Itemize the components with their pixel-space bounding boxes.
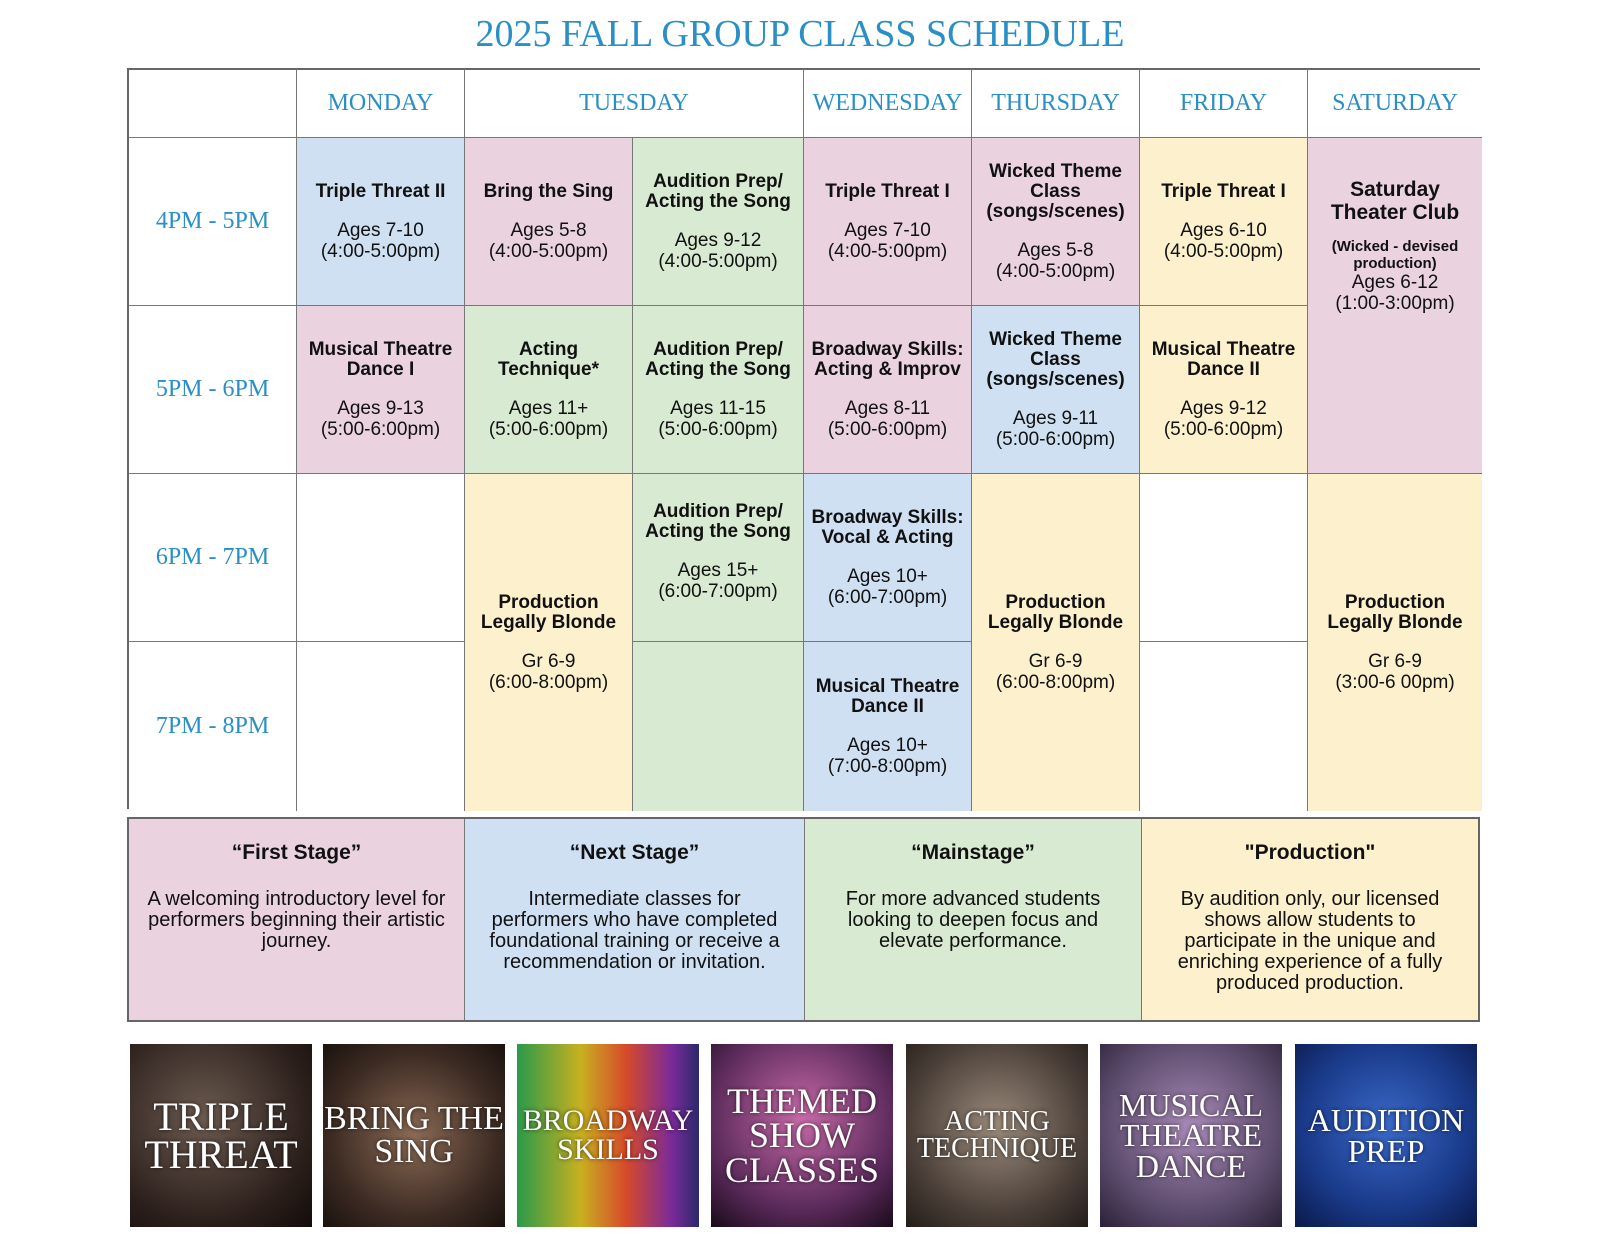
class-ages: Ages 5-8	[510, 219, 587, 241]
class-cell	[972, 138, 1140, 306]
class-name: Production Legally Blonde	[987, 591, 1124, 633]
class-time: (4:00-5:00pm)	[995, 260, 1116, 282]
class-ages: Ages 6-12	[1351, 272, 1439, 293]
class-cell	[804, 306, 972, 474]
day-header-tuesday: TUESDAY	[465, 70, 804, 138]
class-subtitle: (Wicked - devised production)	[1331, 238, 1459, 272]
class-name: Saturday Theater Club	[1330, 178, 1460, 224]
empty-cell	[297, 474, 465, 642]
class-name: Production Legally Blonde	[480, 591, 617, 633]
tile-musical-theatre-dance	[1100, 1044, 1282, 1227]
class-time: (4:00-5:00pm)	[827, 240, 948, 262]
class-photo-strip	[130, 1044, 1480, 1227]
class-time: (6:00-7:00pm)	[827, 586, 948, 608]
tile-label: MUSICAL THEATRE DANCE	[1118, 1086, 1263, 1184]
tile-label: BRING THE SING	[324, 1100, 504, 1170]
legend-text: For more advanced students looking to deepen focus and elevate performance.	[845, 888, 1101, 952]
class-ages: Ages 9-12	[1180, 397, 1267, 419]
empty-cell	[1140, 642, 1308, 811]
class-time: (4:00-5:00pm)	[488, 240, 609, 262]
class-name: Triple Threat I	[825, 180, 950, 202]
class-time: (6:00-8:00pm)	[995, 671, 1116, 693]
class-ages: Ages 5-8	[1017, 239, 1094, 261]
class-name: Musical Theatre Dance I	[308, 338, 453, 380]
class-ages: Ages 10+	[847, 734, 928, 756]
class-time: (7:00-8:00pm)	[827, 755, 948, 777]
schedule-table	[127, 68, 1480, 809]
day-header-saturday: SATURDAY	[1308, 70, 1482, 138]
class-name: Broadway Skills: Vocal & Acting	[811, 506, 964, 548]
class-name: Audition Prep/ Acting the Song	[645, 501, 791, 542]
tile-themed-show-classes	[711, 1044, 893, 1227]
class-cell	[297, 138, 465, 306]
class-time: (5:00-6:00pm)	[995, 428, 1116, 450]
legend-first-stage	[129, 819, 465, 1020]
legend-next-stage	[465, 819, 805, 1020]
class-time: (4:00-5:00pm)	[320, 240, 441, 262]
class-name: Production Legally Blonde	[1327, 591, 1463, 633]
day-header-friday: FRIDAY	[1140, 70, 1308, 138]
empty-cell	[297, 642, 465, 811]
class-ages: Ages 15+	[677, 560, 759, 581]
class-ages: Ages 9-13	[337, 397, 424, 419]
tile-label: TRIPLE THREAT	[144, 1093, 298, 1177]
class-ages: Gr 6-9	[1368, 650, 1422, 672]
legend-text: A welcoming introductory level for performers beginning their artistic journey.	[147, 888, 446, 952]
class-cell	[465, 306, 633, 474]
class-cell	[804, 138, 972, 306]
class-cell	[1308, 474, 1482, 811]
legend-title: “First Stage”	[231, 841, 362, 864]
corner-cell	[129, 70, 297, 138]
page-title: 2025 FALL GROUP CLASS SCHEDULE	[475, 13, 1125, 55]
tile-broadway-skills	[517, 1044, 699, 1227]
class-name: Acting Technique*	[498, 338, 599, 380]
class-name: Audition Prep/ Acting the Song	[645, 170, 791, 212]
class-time: (5:00-6:00pm)	[658, 418, 778, 440]
time-label: 4PM - 5PM	[129, 138, 297, 306]
tile-label: THEMED SHOW CLASSES	[724, 1081, 880, 1190]
class-cell	[1308, 138, 1482, 474]
class-cell	[972, 474, 1140, 811]
legend-title: “Next Stage”	[569, 841, 700, 864]
class-cell	[297, 306, 465, 474]
class-name: Wicked Theme Class (songs/scenes)	[986, 328, 1125, 390]
day-header-monday: MONDAY	[297, 70, 465, 138]
level-legend	[127, 817, 1480, 1022]
class-time: (6:00-7:00pm)	[658, 581, 778, 602]
tile-bring-the-sing	[323, 1044, 505, 1227]
class-time: (1:00-3:00pm)	[1335, 293, 1455, 314]
time-label: 7PM - 8PM	[129, 642, 297, 811]
class-ages: Ages 7-10	[844, 219, 931, 241]
class-cell	[1140, 306, 1308, 474]
class-time: (5:00-6:00pm)	[488, 418, 609, 440]
class-time: (4:00-5:00pm)	[658, 250, 778, 272]
day-header-wednesday: WEDNESDAY	[804, 70, 972, 138]
class-time: (6:00-8:00pm)	[488, 671, 609, 693]
class-cell	[465, 138, 633, 306]
class-cell	[633, 306, 804, 474]
tile-triple-threat	[130, 1044, 312, 1227]
tile-label: AUDITION PREP	[1307, 1102, 1465, 1169]
legend-text: Intermediate classes for performers who have completed foundational training or receive a recommendation or invitation.	[489, 888, 780, 973]
class-time: (5:00-6:00pm)	[1163, 418, 1284, 440]
class-cell	[633, 474, 804, 642]
class-ages: Ages 11-15	[670, 397, 766, 419]
empty-cell	[1140, 474, 1308, 642]
class-ages: Ages 9-11	[1012, 407, 1099, 429]
time-label: 6PM - 7PM	[129, 474, 297, 642]
class-name: Triple Threat II	[315, 180, 446, 202]
class-name: Triple Threat I	[1161, 180, 1286, 202]
class-name: Musical Theatre Dance II	[1151, 338, 1296, 380]
class-name: Musical Theatre Dance II	[815, 675, 960, 717]
class-ages: Gr 6-9	[521, 650, 576, 672]
class-cell	[972, 306, 1140, 474]
class-ages: Ages 10+	[847, 565, 928, 587]
class-ages: Ages 9-12	[674, 229, 762, 251]
tile-audition-prep	[1295, 1044, 1477, 1227]
class-ages: Ages 7-10	[337, 219, 424, 241]
empty-cell	[633, 642, 804, 811]
class-name: Broadway Skills: Acting & Improv	[811, 338, 964, 380]
class-cell	[633, 138, 804, 306]
day-header-thursday: THURSDAY	[972, 70, 1140, 138]
class-ages: Gr 6-9	[1028, 650, 1083, 672]
class-cell	[465, 474, 633, 811]
class-ages: Ages 6-10	[1180, 219, 1267, 241]
tile-label: ACTING TECHNIQUE	[916, 1105, 1078, 1164]
class-ages: Ages 11+	[508, 397, 589, 419]
class-time: (4:00-5:00pm)	[1163, 240, 1284, 262]
class-cell	[1140, 138, 1308, 306]
class-time: (5:00-6:00pm)	[827, 418, 948, 440]
legend-title: “Mainstage”	[911, 841, 1035, 864]
class-name: Bring the Sing	[483, 180, 614, 202]
class-ages: Ages 8-11	[844, 397, 931, 419]
class-name: Wicked Theme Class (songs/scenes)	[986, 160, 1125, 222]
legend-text: By audition only, our licensed shows allow students to participate in the unique and enriching experience of a fully produced production.	[1177, 888, 1443, 994]
class-time: (3:00-6 00pm)	[1335, 671, 1455, 693]
legend-title: "Production"	[1244, 841, 1376, 864]
class-cell	[804, 642, 972, 811]
legend-mainstage	[805, 819, 1142, 1020]
tile-acting-technique	[906, 1044, 1088, 1227]
class-cell	[804, 474, 972, 642]
tile-label: BROADWAY SKILLS	[522, 1104, 694, 1166]
class-time: (5:00-6:00pm)	[320, 418, 441, 440]
legend-production	[1142, 819, 1478, 1020]
time-label: 5PM - 6PM	[129, 306, 297, 474]
class-name: Audition Prep/ Acting the Song	[645, 338, 791, 380]
